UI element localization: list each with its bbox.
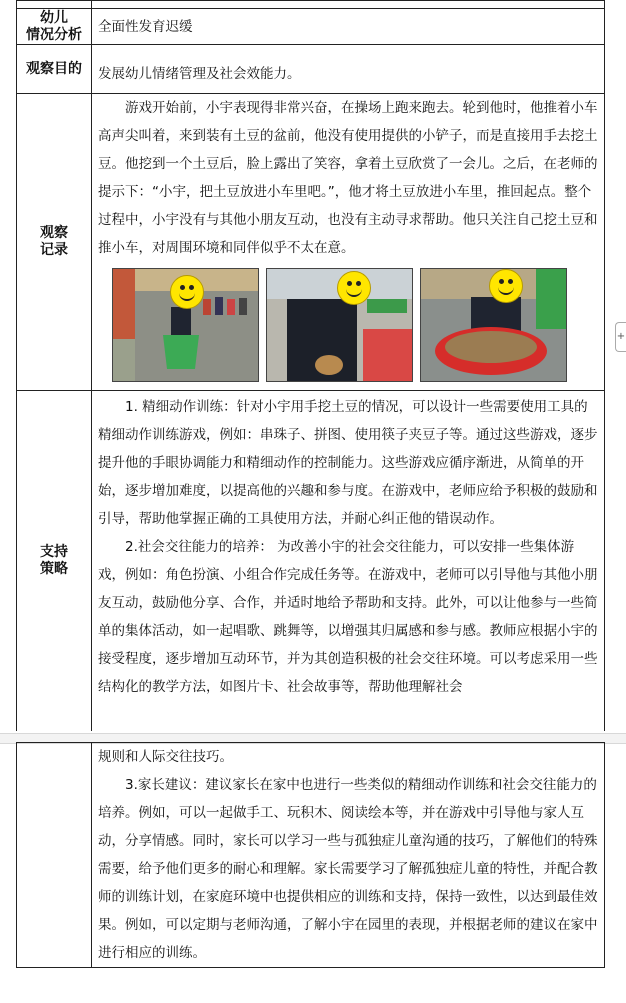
record-label: 观察 记录	[17, 94, 92, 390]
support-paragraph-2-continued: 规则和人际交往技巧。	[98, 749, 233, 765]
purpose-text: 发展幼儿情绪管理及社会效能力。	[98, 66, 301, 82]
analysis-label: 幼儿 情况分析	[17, 9, 92, 44]
observation-table-continued	[16, 742, 605, 968]
face-cover-icon	[337, 271, 371, 305]
support-row-continued	[17, 743, 604, 967]
record-text: 游戏开始前，小宇表现得非常兴奋，在操场上跑来跑去。轮到他时，他推着小车高声尖叫着，来到装有土豆的盆前，他没有使用提供的小铲子，而是直接用手去挖土豆。他挖到一个土豆后，脸上露出了笑容，拿着土豆欣赏了一会儿。之后，在老师的提示下：“小宇，把土豆放进小车里吧。”，他才将土豆放进小车里，推回起点。整个过程中，小宇没有与其他小朋友互动，也没有主动寻求帮助。他只关注自己挖土豆和推小车，对周围环境和同伴似乎不太在意。	[98, 100, 598, 256]
photo-digging-soil	[420, 268, 567, 382]
face-cover-icon	[170, 275, 204, 309]
analysis-text: 全面性发育迟缓	[98, 18, 193, 35]
support-paragraph-2: 2.社会交往能力的培养： 为改善小宇的社会交往能力，可以安排一些集体游戏，例如：角色扮演、小组合作完成任务等。在游戏中，老师可以引导他与其他小朋友互动，鼓励他分享、合作，并适时地给予帮助和支持。此外，可以让他参与一些简单的集体活动，如一起唱歌、跳舞等，以增强其归属感和参与感。教师应根据小宇的接受程度，逐步增加互动环节，并为其创造积极的社会交往环境。可以考虑采用一些结构化的教学方法，如图片卡、社会故事等，帮助他理解社会	[98, 539, 598, 695]
record-row	[17, 94, 604, 391]
support-paragraph-3: 3.家长建议：建议家长在家中也进行一些类似的精细动作训练和社会交往能力的培养。例如，可以一起做手工、玩积木、阅读绘本等，并在游戏中引导他与家人互动，分享情感。同时，家长可以学习一些与孤独症儿童沟通的技巧，了解他们的特殊需要，给予他们更多的耐心和理解。家长需要学习了解孤独症儿童的特性，并配合教师的训练计划，在家庭环境中也提供相应的训练和支持，保持一致性，以达到最佳效果。例如，可以定期与老师沟通，了解小宇在园里的表现，并根据老师的建议在家中进行相应的训练。	[98, 777, 598, 961]
purpose-row	[17, 45, 604, 94]
observation-table	[16, 0, 605, 731]
purpose-label: 观察目的	[17, 45, 92, 93]
support-paragraph-1: 1. 精细动作训练：针对小宇用手挖土豆的情况，可以设计一些需要使用工具的精细动作训练游戏，例如：串珠子、拼图、使用筷子夹豆子等。通过这些游戏，逐步提升他的手眼协调能力和精细动作的控制能力。这些游戏应循序渐进，从简单的开始，逐步增加难度，以提高他的兴趣和参与度。在游戏中，老师应给予积极的鼓励和引导，帮助他掌握正确的工具使用方法，并耐心纠正他的错误动作。	[98, 399, 598, 527]
face-cover-icon	[489, 269, 523, 303]
record-photos	[112, 268, 598, 382]
expand-tab[interactable]: +	[615, 322, 626, 352]
analysis-row	[17, 9, 604, 45]
header-row-cutoff	[17, 1, 604, 9]
photo-pushing-cart	[112, 268, 259, 382]
support-row	[17, 391, 604, 731]
photo-holding-potato	[266, 268, 413, 382]
support-label: 支持 策略	[17, 391, 92, 731]
